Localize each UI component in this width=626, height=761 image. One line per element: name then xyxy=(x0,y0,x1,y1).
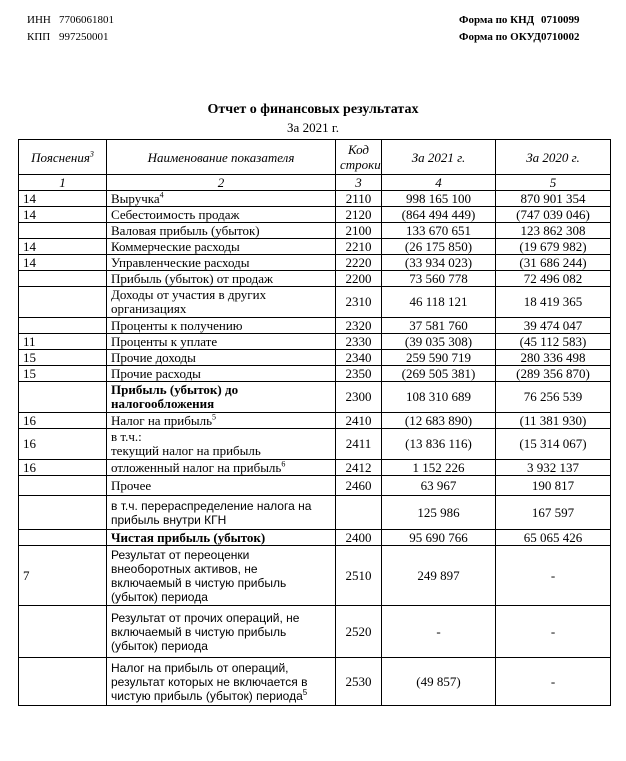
value-2021-cell: (269 505 381) xyxy=(382,366,496,382)
table-row xyxy=(19,366,611,382)
code-cell: 2220 xyxy=(336,255,382,271)
name-cell: Себестоимость продаж xyxy=(107,207,336,223)
value-2020-cell: - xyxy=(496,546,611,606)
note-cell: 7 xyxy=(19,546,107,606)
table-row xyxy=(19,287,611,318)
code-cell: 2520 xyxy=(336,606,382,658)
name-cell: Проценты к получению xyxy=(107,318,336,334)
name-cell: Налог на прибыль от операций, результат которых не включается в чистую прибыль (убыток) периода$^5$ xyxy=(107,658,336,706)
code-cell: 2100 xyxy=(336,223,382,239)
name-cell: Налог на прибыль$^5$ xyxy=(107,413,336,429)
table-row xyxy=(19,350,611,366)
knd-value: 0710099 xyxy=(541,14,580,26)
table-row xyxy=(19,496,611,530)
value-2021-cell: (33 934 023) xyxy=(382,255,496,271)
okud-line xyxy=(459,31,580,44)
name-cell: Прибыль (убыток) до налогообложения xyxy=(107,382,336,413)
value-2020-cell: (19 679 982) xyxy=(496,239,611,255)
col-number: 2 xyxy=(107,175,336,191)
name-cell: Доходы от участия в других организациях xyxy=(107,287,336,318)
kpp-line xyxy=(27,31,114,44)
code-cell: 2120 xyxy=(336,207,382,223)
name-cell: Прочие расходы xyxy=(107,366,336,382)
note-cell: 14 xyxy=(19,255,107,271)
name-cell: Чистая прибыль (убыток) xyxy=(107,530,336,546)
table-row xyxy=(19,223,611,239)
value-2021-cell: (49 857) xyxy=(382,658,496,706)
note-cell: 15 xyxy=(19,366,107,382)
value-2021-cell: 108 310 689 xyxy=(382,382,496,413)
code-cell: 2350 xyxy=(336,366,382,382)
code-cell: 2400 xyxy=(336,530,382,546)
table-row xyxy=(19,255,611,271)
note-cell: 16 xyxy=(19,413,107,429)
code-cell: 2330 xyxy=(336,334,382,350)
okud-label: Форма по ОКУД xyxy=(459,31,541,43)
value-2020-cell: (11 381 930) xyxy=(496,413,611,429)
code-cell: 2411 xyxy=(336,429,382,460)
name-cell: Прочие доходы xyxy=(107,350,336,366)
note-cell xyxy=(19,530,107,546)
note-cell: 14 xyxy=(19,207,107,223)
table-row xyxy=(19,530,611,546)
value-2020-cell: (45 112 583) xyxy=(496,334,611,350)
name-cell: Проценты к уплате xyxy=(107,334,336,350)
value-2020-cell: 167 597 xyxy=(496,496,611,530)
code-cell: 2320 xyxy=(336,318,382,334)
table-row xyxy=(19,658,611,706)
value-2021-cell: (39 035 308) xyxy=(382,334,496,350)
name-cell: Управленческие расходы xyxy=(107,255,336,271)
value-2021-cell: 73 560 778 xyxy=(382,271,496,287)
name-cell: Валовая прибыль (убыток) xyxy=(107,223,336,239)
table-row xyxy=(19,606,611,658)
financial-results-table xyxy=(18,139,611,706)
code-cell: 2530 xyxy=(336,658,382,706)
note-cell xyxy=(19,318,107,334)
value-2021-cell: 259 590 719 xyxy=(382,350,496,366)
code-cell: 2200 xyxy=(336,271,382,287)
col-header-note: Пояснения$^3$ xyxy=(19,140,107,175)
code-cell: 2300 xyxy=(336,382,382,413)
code-cell: 2340 xyxy=(336,350,382,366)
value-2021-cell: (12 683 890) xyxy=(382,413,496,429)
report-title: Отчет о финансовых результатах xyxy=(207,102,419,117)
note-cell xyxy=(19,271,107,287)
table-row xyxy=(19,476,611,496)
col-number: 4 xyxy=(382,175,496,191)
inn-value: 7706061801 xyxy=(59,14,114,26)
name-cell: Прибыль (убыток) от продаж xyxy=(107,271,336,287)
value-2021-cell: 46 118 121 xyxy=(382,287,496,318)
table-row xyxy=(19,207,611,223)
code-cell: 2460 xyxy=(336,476,382,496)
value-2020-cell: 76 256 539 xyxy=(496,382,611,413)
value-2020-cell: 72 496 082 xyxy=(496,271,611,287)
kpp-label: КПП xyxy=(27,31,51,43)
table-row xyxy=(19,413,611,429)
value-2020-cell: 39 474 047 xyxy=(496,318,611,334)
value-2021-cell: 1 152 226 xyxy=(382,460,496,476)
note-cell xyxy=(19,223,107,239)
note-cell xyxy=(19,382,107,413)
column-number-row xyxy=(19,175,611,191)
value-2021-cell: 125 986 xyxy=(382,496,496,530)
value-2021-cell: (26 175 850) xyxy=(382,239,496,255)
code-cell: 2510 xyxy=(336,546,382,606)
name-cell: отложенный налог на прибыль$^6$ xyxy=(107,460,336,476)
code-cell: 2110 xyxy=(336,191,382,207)
name-cell: в т.ч. перераспределение налога на прибыль внутри КГН xyxy=(107,496,336,530)
value-2020-cell: 280 336 498 xyxy=(496,350,611,366)
value-2021-cell: - xyxy=(382,606,496,658)
kpp-value: 997250001 xyxy=(59,31,109,43)
note-cell: 11 xyxy=(19,334,107,350)
company-ids xyxy=(27,14,114,48)
table-row xyxy=(19,271,611,287)
col-header-2021: За 2021 г. xyxy=(382,140,496,175)
table-row xyxy=(19,460,611,476)
table-header-row xyxy=(19,140,611,175)
name-cell: Результат от прочих операций, не включаемый в чистую прибыль (убыток) периода xyxy=(107,606,336,658)
note-cell xyxy=(19,496,107,530)
value-2021-cell: (13 836 116) xyxy=(382,429,496,460)
value-2021-cell: (864 494 449) xyxy=(382,207,496,223)
code-cell: 2210 xyxy=(336,239,382,255)
value-2020-cell: (31 686 244) xyxy=(496,255,611,271)
note-cell xyxy=(19,658,107,706)
value-2021-cell: 95 690 766 xyxy=(382,530,496,546)
name-cell: Результат от переоценки внеоборотных активов, не включаемый в чистую прибыль (убыток) периода xyxy=(107,546,336,606)
col-number: 3 xyxy=(336,175,382,191)
table-row xyxy=(19,318,611,334)
code-cell: 2410 xyxy=(336,413,382,429)
knd-line xyxy=(459,14,580,27)
code-cell xyxy=(336,496,382,530)
note-cell: 14 xyxy=(19,239,107,255)
name-cell: Прочее xyxy=(107,476,336,496)
table-row xyxy=(19,191,611,207)
name-cell: Коммерческие расходы xyxy=(107,239,336,255)
note-cell: 15 xyxy=(19,350,107,366)
table-row xyxy=(19,429,611,460)
col-number: 1 xyxy=(19,175,107,191)
code-cell: 2310 xyxy=(336,287,382,318)
inn-label: ИНН xyxy=(27,14,51,26)
value-2020-cell: 18 419 365 xyxy=(496,287,611,318)
value-2021-cell: 249 897 xyxy=(382,546,496,606)
value-2021-cell: 63 967 xyxy=(382,476,496,496)
col-header-code: Код строки xyxy=(336,140,382,175)
table-row xyxy=(19,546,611,606)
note-cell xyxy=(19,287,107,318)
value-2020-cell: (747 039 046) xyxy=(496,207,611,223)
value-2021-cell: 37 581 760 xyxy=(382,318,496,334)
value-2021-cell: 998 165 100 xyxy=(382,191,496,207)
knd-label: Форма по КНД xyxy=(459,14,535,26)
value-2020-cell: - xyxy=(496,658,611,706)
value-2021-cell: 133 670 651 xyxy=(382,223,496,239)
table-row xyxy=(19,239,611,255)
table-row xyxy=(19,334,611,350)
name-cell: в т.ч.: текущий налог на прибыль xyxy=(107,429,336,460)
col-header-name: Наименование показателя xyxy=(107,140,336,175)
col-header-2020: За 2020 г. xyxy=(496,140,611,175)
value-2020-cell: 65 065 426 xyxy=(496,530,611,546)
value-2020-cell: 3 932 137 xyxy=(496,460,611,476)
code-cell: 2412 xyxy=(336,460,382,476)
note-cell: 16 xyxy=(19,429,107,460)
value-2020-cell: 870 901 354 xyxy=(496,191,611,207)
inn-line xyxy=(27,14,114,27)
form-codes xyxy=(459,14,580,48)
name-cell: Выручка$^4$ xyxy=(107,191,336,207)
value-2020-cell: 190 817 xyxy=(496,476,611,496)
okud-value: 0710002 xyxy=(541,31,580,43)
value-2020-cell: (289 356 870) xyxy=(496,366,611,382)
report-period: За 2021 г. xyxy=(287,120,339,135)
note-cell: 14 xyxy=(19,191,107,207)
value-2020-cell: 123 862 308 xyxy=(496,223,611,239)
note-cell xyxy=(19,606,107,658)
note-cell xyxy=(19,476,107,496)
value-2020-cell: (15 314 067) xyxy=(496,429,611,460)
note-cell: 16 xyxy=(19,460,107,476)
value-2020-cell: - xyxy=(496,606,611,658)
table-row xyxy=(19,382,611,413)
col-number: 5 xyxy=(496,175,611,191)
